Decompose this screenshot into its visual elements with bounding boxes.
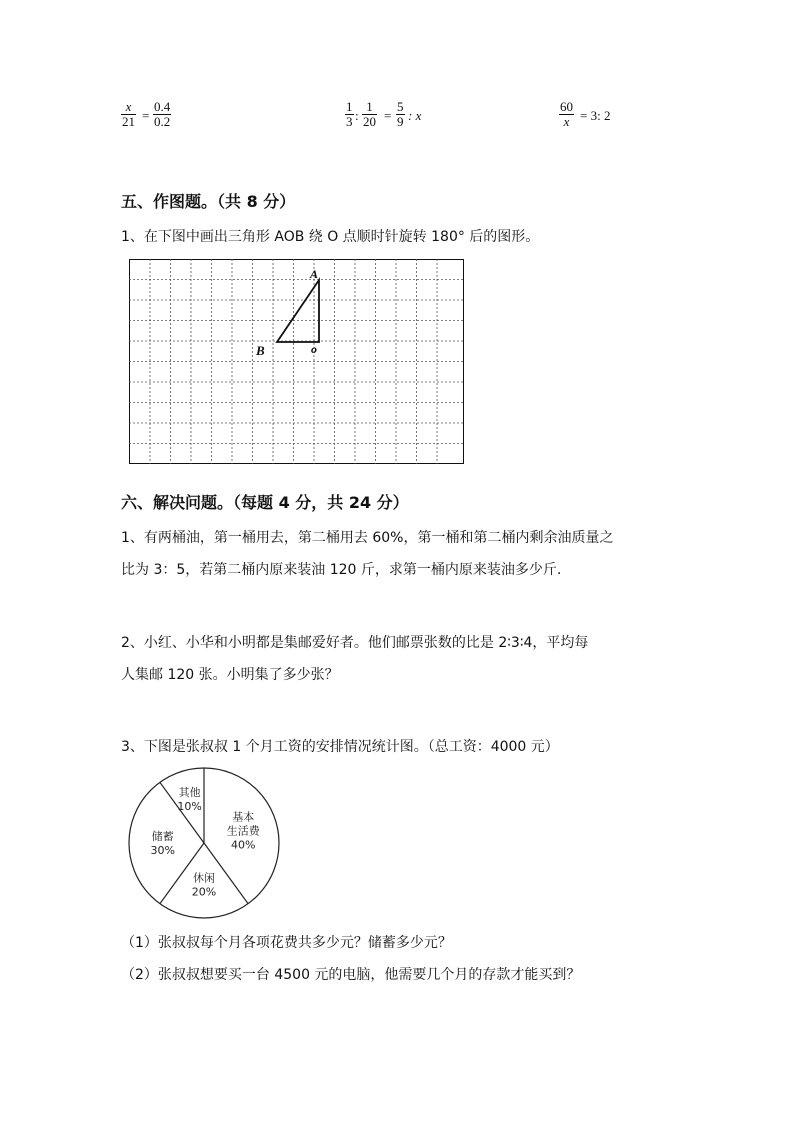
eq1-left-denominator: 21 [122,114,135,129]
section6-q3-sub1: （1）张叔叔每个月各项花费共多少元？储蓄多少元？ [121,935,452,951]
eq2-colon: : [355,108,359,123]
section6-q3: 3、下图是张叔叔 1 个月工资的安排情况统计图。（总工资：4000 元） [121,739,559,755]
pie-value-label-3: 10% [177,799,202,813]
eq3-denominator: x [559,114,574,129]
label-o: o [311,342,317,356]
section6-q3-sub2: （2）张叔叔想要买一台 4500 元的电脑，他需要几个月的存款才能买到？ [121,967,581,983]
eq1-fraction-left [121,100,136,129]
section6-title: 六、解决问题。（每题 4 分，共 24 分） [121,493,409,512]
eq3-tail: = 3: 2 [580,108,611,123]
eq1-right-denominator: 0.2 [154,114,171,129]
eq2-f2-denominator: 20 [363,114,376,129]
eq2-f1-denominator: 3 [346,114,353,129]
pie-value-label-2: 30% [150,844,175,857]
eq2-f2-numerator: 1 [366,99,373,114]
eq2-f3-denominator: 9 [397,114,404,129]
pie-category-label-1: 休闲 [193,871,215,885]
eq3-fraction [559,100,574,129]
triangle-aob [277,280,319,342]
pie-value-label-0: 40% [231,838,256,852]
section5-title: 五、作图题。（共 8 分） [121,192,296,211]
eq2-f1-numerator: 1 [346,99,353,114]
pie-value-label-1: 20% [191,885,217,899]
section6-q1-line1: 1、有两桶油，第一桶用去，第二桶用去 60%，第一桶和第二桶内剩余油质量之 [121,530,614,546]
pie-category-label-0: 基本 [232,810,255,824]
eq1-equals: = [142,108,150,123]
section6-q2-line2: 人集邮 120 张。小明集了多少张？ [121,667,339,683]
eq1-left-numerator: x [125,99,132,114]
label-b: B [256,343,265,358]
eq1-fraction-right [153,100,171,129]
section5-question-1: 1、在下图中画出三角形 AOB 绕 O 点顺时针旋转 180° 后的图形。 [121,229,540,245]
section6-q1-line2: 比为 3：5，若第二桶内原来装油 120 斤，求第一桶内原来装油多少斤. [121,562,562,578]
eq2-f3-numerator: 5 [397,99,404,114]
eq3-numerator: 60 [560,99,573,114]
eq2-fraction-1 [345,100,354,129]
pie-category-label-2: 储蓄 [151,830,174,843]
eq1-right-numerator: 0.4 [154,99,171,114]
eq2-tail: : x [408,108,422,123]
section6-q2-line1: 2、小红、小华和小明都是集邮爱好者。他们邮票张数的比是 2∶3∶4，平均每 [121,635,589,651]
eq2-fraction-3 [396,100,405,129]
eq2-fraction-2 [362,100,377,129]
pie-category-label-0: 生活费 [226,824,260,838]
pie-category-label-3: 其他 [178,785,201,799]
label-a: A [310,267,319,281]
eq2-equals: = [384,108,392,123]
salary-pie-chart [121,766,291,926]
drawing-grid [129,259,464,464]
